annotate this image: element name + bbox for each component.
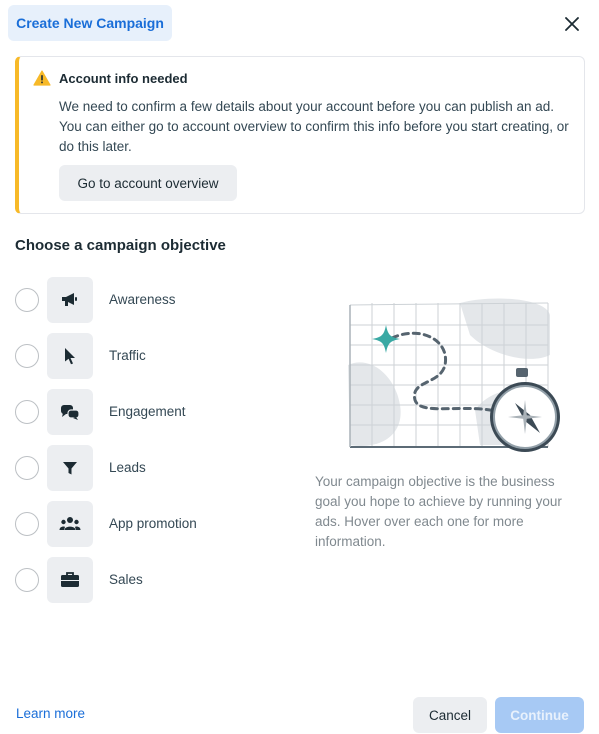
objective-section-title: Choose a campaign objective xyxy=(15,237,226,254)
learn-more-link[interactable]: Learn more xyxy=(16,706,86,721)
objective-radio[interactable] xyxy=(15,568,39,592)
cancel-button[interactable]: Cancel xyxy=(413,697,487,733)
create-campaign-tab-label: Create New Campaign xyxy=(16,15,164,31)
close-icon xyxy=(565,17,579,31)
objective-app-promotion[interactable] xyxy=(15,501,295,547)
objective-info-text: Your campaign objective is the business goal you hope to achieve by running your ads. Hover over each one for more information. xyxy=(315,474,562,549)
megaphone-icon xyxy=(60,291,80,309)
alert-text: We need to confirm a few details about your account before you can publish an ad. You can either go to account overview to confirm this info before you start creating, or do this later. xyxy=(59,99,569,154)
alert-title: Account info needed xyxy=(59,71,188,86)
objective-label: Sales xyxy=(109,572,143,587)
people-icon xyxy=(59,516,81,532)
objective-label: Leads xyxy=(109,460,146,475)
objective-radio[interactable] xyxy=(15,512,39,536)
objective-label: App promotion xyxy=(109,516,197,531)
objective-awareness[interactable] xyxy=(15,277,295,323)
objective-radio[interactable] xyxy=(15,456,39,480)
objective-radio[interactable] xyxy=(15,344,39,368)
objective-label: Engagement xyxy=(109,404,186,419)
briefcase-icon xyxy=(60,571,80,589)
objective-engagement[interactable] xyxy=(15,389,295,435)
go-to-account-overview-button[interactable]: Go to account overview xyxy=(59,165,237,201)
chat-bubbles-icon xyxy=(60,403,80,421)
objective-radio[interactable] xyxy=(15,400,39,424)
cursor-icon xyxy=(63,347,77,365)
continue-button[interactable]: Continue xyxy=(495,697,584,733)
objective-sales[interactable] xyxy=(15,557,295,603)
create-campaign-tab[interactable] xyxy=(8,5,172,41)
objective-leads[interactable] xyxy=(15,445,295,491)
objective-traffic[interactable] xyxy=(15,333,295,379)
close-button[interactable] xyxy=(560,12,584,36)
funnel-icon xyxy=(62,460,78,476)
warning-icon xyxy=(33,70,51,86)
objective-radio[interactable] xyxy=(15,288,39,312)
objective-label: Awareness xyxy=(109,292,176,307)
account-info-alert xyxy=(15,56,585,214)
objective-label: Traffic xyxy=(109,348,146,363)
map-compass-illustration xyxy=(340,295,565,460)
